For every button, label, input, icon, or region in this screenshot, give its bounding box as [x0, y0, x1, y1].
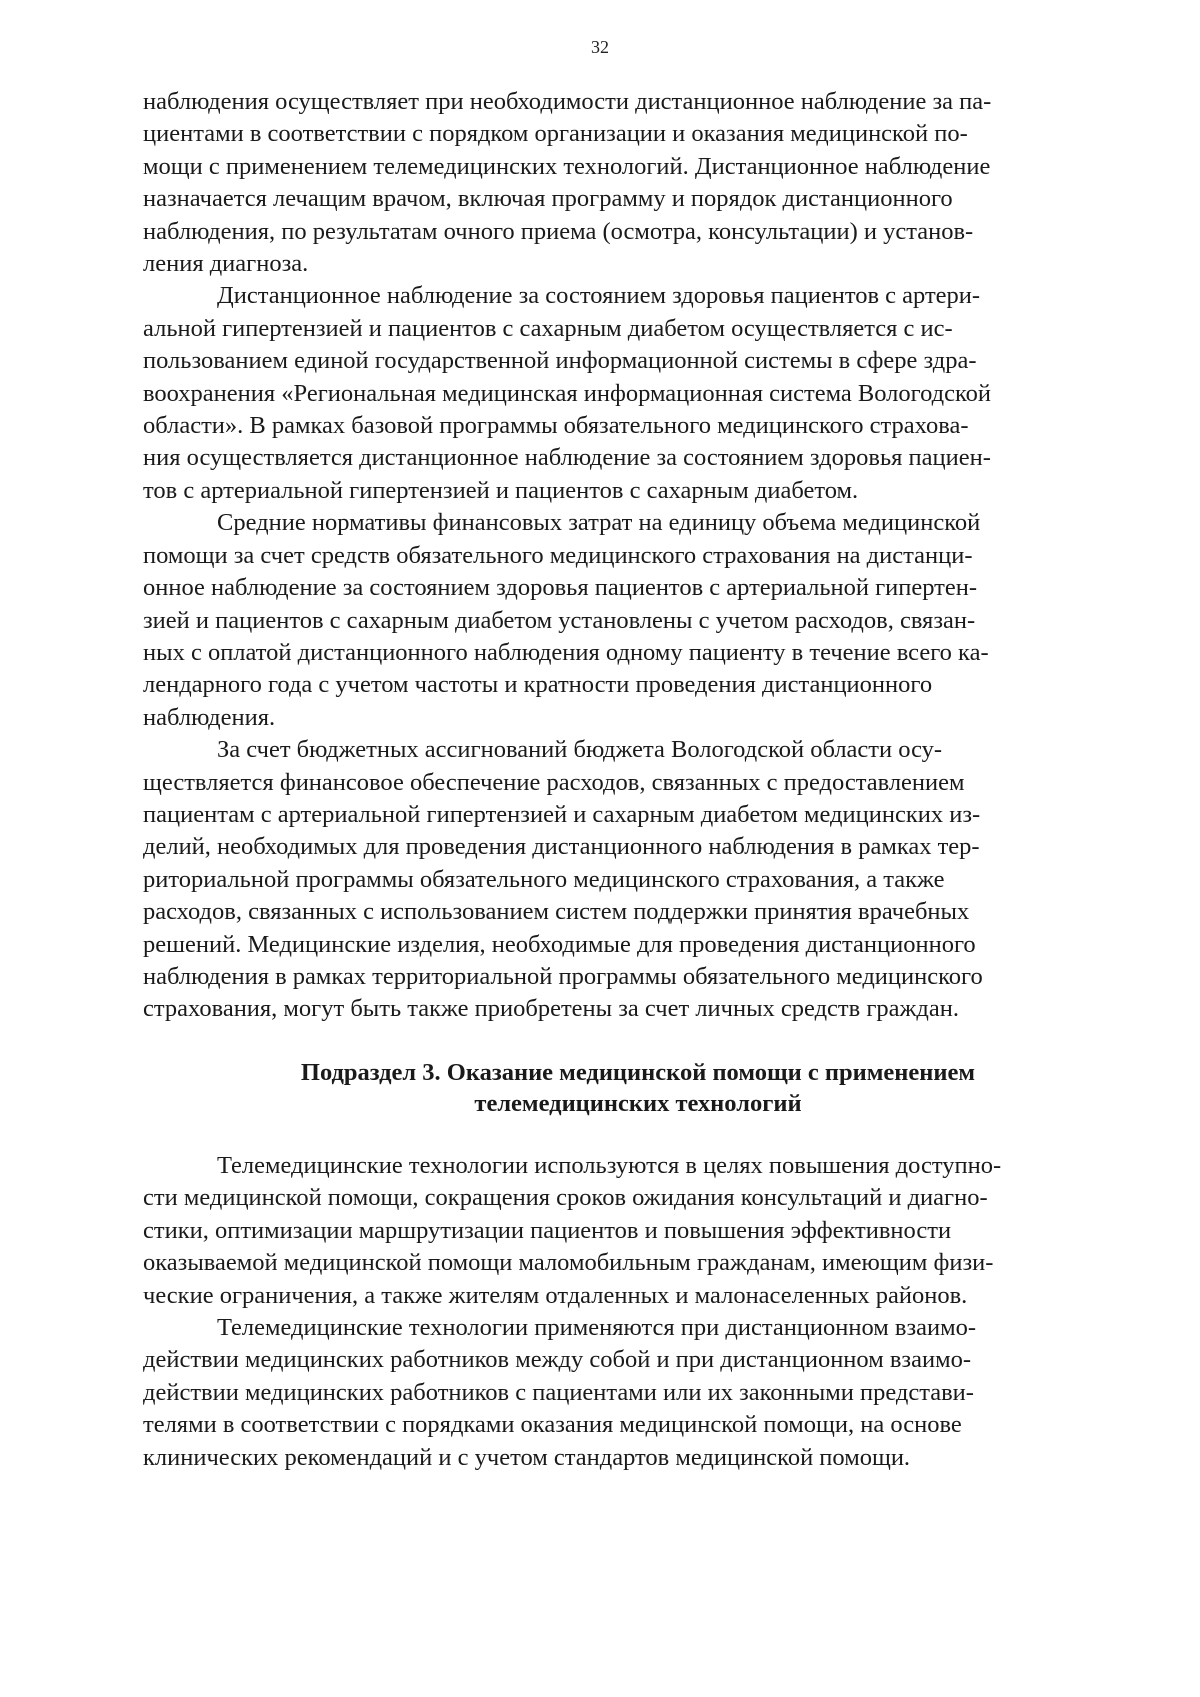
paragraph-budget-funding: За счет бюджетных ассигнований бюджета Вологодской области осу- ществляется финансовое обеспечение расходов, связанных с предоставлением пациентам с артериальной гипертензией и сахарным диабетом медицинских из- делий, необходимых для проведения дистанционного наблюдения в рамках тер- риториальной программы обязательного медицинского страхования, а также расходов, связанных с использованием систем поддержки принятия врачебных решений. Медицинские изделия, необходимые для проведения дистанционного наблюдения в рамках территориальной программы обязательного медицинского страхования, могут быть также приобретены за счет личных средств граждан. — [143, 736, 983, 1023]
paragraph-telemedicine-purpose: Телемедицинские технологии используются в целях повышения доступно- сти медицинской помощи, сокращения сроков ожидания консультаций и диагно- стики, оптимизации маршрутизации пациентов и повышения эффективности оказываемой медицинской помощи маломобильным гражданам, имеющим физи- ческие ограничения, а также жителям отдаленных и малонаселенных районов. — [143, 1152, 1002, 1309]
paragraph-remote-monitoring: Дистанционное наблюдение за состоянием здоровья пациентов с артери- альной гипертензией и пациентов с сахарным диабетом осуществляется с ис- пользованием единой государственной информационной системы в сфере здра- воохранения «Региональная медицинская информационная система Вологодской области». В рамках базовой программы обязательного медицинского страхова- ния осуществляется дистанционное наблюдение за состоянием здоровья пациен- тов с артериальной гипертензией и пациентов с сахарным диабетом. — [143, 282, 991, 504]
paragraph-telemedicine-application: Телемедицинские технологии применяются при дистанционном взаимо- действии медицинских работников между собой и при дистанционном взаимо- действии медицинских работников с пациентами или их законными представи- телями в соответствии с порядками оказания медицинской помощи, на основе клинических рекомендаций и с учетом стандартов медицинской помощи. — [143, 1314, 977, 1471]
paragraph-continued: наблюдения осуществляет при необходимости дистанционное наблюдение за па- циентами в соответствии с порядком организации и оказания медицинской по- мощи с применением телемедицинских технологий. Дистанционное наблюдение назначается лечащим врачом, включая программу и порядок дистанционного наблюдения, по результатам очного приема (осмотра, консультации) и установ- ления диагноза. — [143, 88, 992, 278]
body-text-before-heading — [143, 86, 1133, 1026]
body-text-after-heading — [143, 1150, 1133, 1474]
section-heading: Подраздел 3. Оказание медицинской помощи с применением телемедицинских технологий — [300, 1059, 976, 1117]
paragraph-cost-standards: Средние нормативы финансовых затрат на единицу объема медицинской помощи за счет средств обязательного медицинского страхования на дистанци- онное наблюдение за состоянием здоровья пациентов с артериальной гипертен- зией и пациентов с сахарным диабетом установлены с учетом расходов, связан- ных с оплатой дистанционного наблюдения одному пациенту в течение всего ка- лендарного года с учетом частоты и кратности проведения дистанционного наблюдения. — [143, 509, 989, 731]
page-number: 32 — [591, 37, 609, 57]
